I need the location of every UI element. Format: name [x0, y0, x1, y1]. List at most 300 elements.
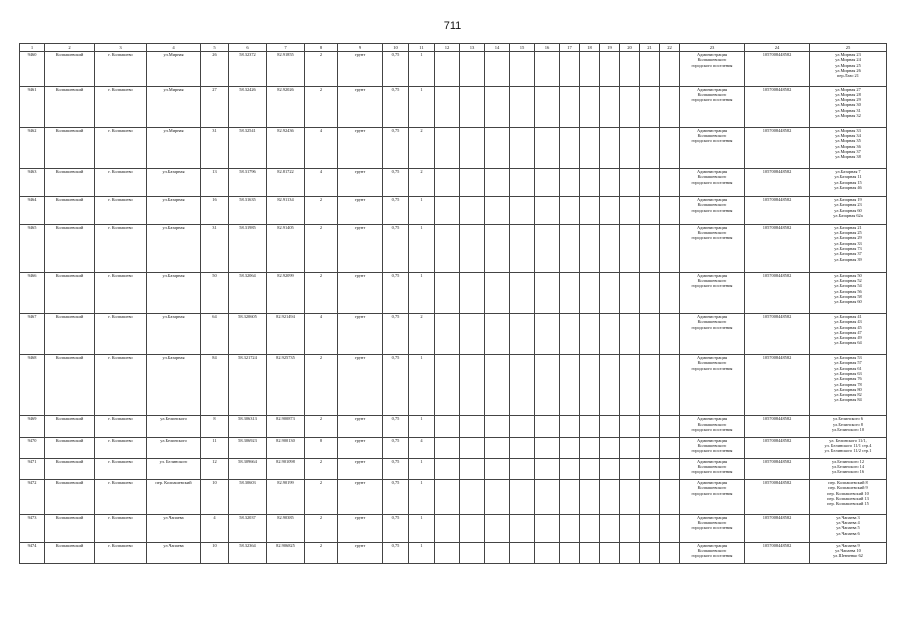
column-header: 7: [267, 44, 305, 52]
owner-cell: [680, 355, 745, 416]
surface-cell: грунт: [338, 416, 383, 437]
owner-cell: [680, 416, 745, 437]
empty-cell: [640, 542, 660, 563]
owner-line: городского поселения: [691, 324, 733, 330]
street-cell: ул.Мирная: [147, 86, 201, 127]
ogrn-cell: 1057008448582: [745, 272, 810, 313]
house-cell: 13: [201, 169, 229, 197]
served-address-line: ул.Чапаева 5: [836, 525, 860, 531]
area-cell: 2: [305, 355, 338, 416]
settlement-cell: г. Колпашево: [95, 127, 147, 168]
served-address-line: ул.Базарная 53: [834, 355, 862, 361]
owner-line: Администрация: [696, 272, 728, 278]
ogrn-cell: 1057008448582: [745, 542, 810, 563]
empty-cell: [485, 458, 510, 479]
volume-cell: 0,75: [383, 272, 409, 313]
served-addresses-cell: [810, 355, 887, 416]
served-address-line: ул.Чапаева 9: [836, 542, 860, 548]
volume-cell: 0,75: [383, 196, 409, 224]
empty-cell: [600, 272, 620, 313]
table-row: [20, 86, 887, 127]
count-cell: 1: [409, 52, 435, 87]
page-number: 711: [443, 20, 462, 32]
latitude-cell: 58.32037: [229, 514, 267, 542]
served-address-line: ул. Белинского 11/1 стр.4: [824, 442, 872, 448]
empty-cell: [640, 355, 660, 416]
empty-cell: [600, 480, 620, 515]
empty-cell: [535, 313, 560, 354]
volume-cell: 0,75: [383, 169, 409, 197]
empty-cell: [435, 169, 460, 197]
ogrn-cell: 1057008448582: [745, 514, 810, 542]
owner-line: Администрация: [696, 514, 728, 520]
district-cell: Колпашевский: [45, 480, 95, 515]
area-cell: 8: [305, 437, 338, 458]
empty-cell: [485, 514, 510, 542]
owner-line: Администрация: [696, 52, 728, 57]
longitude-cell: 82.906825: [267, 542, 305, 563]
empty-cell: [460, 542, 485, 563]
district-cell: Колпашевский: [45, 224, 95, 272]
column-header: 12: [435, 44, 460, 52]
empty-cell: [560, 169, 580, 197]
empty-cell: [535, 437, 560, 458]
latitude-cell: 58.320605: [229, 313, 267, 354]
empty-cell: [435, 127, 460, 168]
served-address-line: ул.Белинского 12: [831, 458, 865, 464]
served-address-line: ул.Базарная 62а: [833, 212, 863, 218]
served-address-line: ул.Базарная 61: [834, 365, 862, 371]
settlement-cell: г. Колпашево: [95, 458, 147, 479]
served-address-line: пер. Колпашевский 9: [828, 485, 868, 491]
served-address-line: ул.Базарная 49: [834, 335, 862, 341]
empty-cell: [580, 272, 600, 313]
empty-cell: [660, 127, 680, 168]
column-header: 16: [535, 44, 560, 52]
empty-cell: [560, 52, 580, 87]
surface-cell: грунт: [338, 355, 383, 416]
served-address-line: ул.Белинского 14: [831, 464, 865, 470]
empty-cell: [485, 542, 510, 563]
owner-line: Колпашевского: [697, 464, 727, 470]
owner-line: Администрация: [696, 86, 728, 92]
settlement-cell: г. Колпашево: [95, 52, 147, 87]
street-cell: ул.Базарная: [147, 196, 201, 224]
empty-cell: [460, 272, 485, 313]
empty-cell: [660, 437, 680, 458]
empty-cell: [660, 272, 680, 313]
served-address-line: ул.Базарная 45: [834, 324, 862, 330]
street-cell: ул.Базарная: [147, 272, 201, 313]
latitude-cell: 58.32426: [229, 86, 267, 127]
served-address-line: ул.Базарная 76: [834, 376, 862, 382]
house-cell: 10: [201, 542, 229, 563]
served-address-line: ул.Базарная 21: [834, 224, 862, 230]
latitude-cell: 58.321724: [229, 355, 267, 416]
area-cell: 4: [305, 313, 338, 354]
empty-cell: [435, 542, 460, 563]
served-address-line: ул.Базарная 52: [834, 278, 862, 284]
owner-line: городского поселения: [691, 490, 733, 496]
served-address-line: ул.Мирная 36: [835, 143, 861, 149]
owner-line: Администрация: [696, 196, 728, 202]
area-cell: 4: [305, 169, 338, 197]
owner-line: городского поселения: [691, 365, 733, 371]
street-cell: ул.Базарная: [147, 224, 201, 272]
served-address-line: пер.Лазо 21: [837, 73, 859, 79]
served-address-line: ул.Базарная 41: [834, 313, 862, 319]
empty-cell: [435, 86, 460, 127]
ogrn-cell: 1057008448582: [745, 458, 810, 479]
empty-cell: [580, 480, 600, 515]
column-header: 21: [640, 44, 660, 52]
latitude-cell: 58.32541: [229, 127, 267, 168]
table-row: [20, 416, 887, 437]
empty-cell: [660, 169, 680, 197]
owner-line: городского поселения: [691, 62, 733, 68]
empty-cell: [435, 355, 460, 416]
empty-cell: [560, 355, 580, 416]
house-cell: 16: [201, 196, 229, 224]
house-cell: 50: [201, 272, 229, 313]
served-address-line: ул.Чапаева 3: [836, 514, 860, 520]
empty-cell: [620, 86, 640, 127]
settlement-cell: г. Колпашево: [95, 480, 147, 515]
empty-cell: [560, 416, 580, 437]
owner-line: Администрация: [696, 127, 728, 133]
surface-cell: грунт: [338, 224, 383, 272]
settlement-cell: г. Колпашево: [95, 542, 147, 563]
empty-cell: [600, 458, 620, 479]
column-header: 11: [409, 44, 435, 52]
column-header: 25: [810, 44, 887, 52]
row-number: 9460: [20, 52, 45, 87]
owner-cell: [680, 480, 745, 515]
empty-cell: [580, 52, 600, 87]
empty-cell: [580, 313, 600, 354]
latitude-cell: 58.32364: [229, 542, 267, 563]
count-cell: 2: [409, 169, 435, 197]
served-address-line: ул.Базарная 63: [834, 371, 862, 377]
served-address-line: ул.Базарная 50: [834, 272, 862, 278]
latitude-cell: 58.30603: [229, 480, 267, 515]
empty-cell: [460, 458, 485, 479]
empty-cell: [560, 196, 580, 224]
area-cell: 2: [305, 458, 338, 479]
owner-line: Колпашевского: [697, 278, 727, 284]
empty-cell: [660, 86, 680, 127]
served-address-line: ул.Базарная 80: [834, 386, 862, 392]
house-cell: 31: [201, 127, 229, 168]
empty-cell: [460, 416, 485, 437]
column-header: 19: [600, 44, 620, 52]
count-cell: 1: [409, 272, 435, 313]
owner-line: Колпашевского: [697, 360, 727, 366]
served-address-line: ул.Базарная 19: [834, 196, 862, 202]
owner-cell: [680, 127, 745, 168]
served-address-line: ул.Базарная 78: [834, 381, 862, 387]
row-number: 9472: [20, 480, 45, 515]
settlement-cell: г. Колпашево: [95, 86, 147, 127]
area-cell: 2: [305, 480, 338, 515]
table-row: [20, 313, 887, 354]
served-addresses-cell: [810, 169, 887, 197]
longitude-cell: 82.925735: [267, 355, 305, 416]
empty-cell: [460, 127, 485, 168]
owner-cell: [680, 86, 745, 127]
ogrn-cell: 1057008448582: [745, 196, 810, 224]
settlement-cell: г. Колпашево: [95, 169, 147, 197]
owner-line: Колпашевского: [697, 133, 727, 139]
empty-cell: [580, 416, 600, 437]
area-cell: 2: [305, 52, 338, 87]
served-address-line: ул.Чапаева 4: [836, 520, 860, 526]
empty-cell: [660, 514, 680, 542]
row-number: 9473: [20, 514, 45, 542]
latitude-cell: 58.31796: [229, 169, 267, 197]
served-addresses-cell: [810, 224, 887, 272]
empty-cell: [580, 458, 600, 479]
latitude-cell: 58.32064: [229, 272, 267, 313]
street-cell: ул.Базарная: [147, 313, 201, 354]
empty-cell: [535, 86, 560, 127]
table-row: [20, 514, 887, 542]
served-address-line: ул.Базарная 60: [834, 299, 862, 305]
count-cell: 2: [409, 127, 435, 168]
empty-cell: [535, 514, 560, 542]
served-address-line: ул.Мирная 26: [835, 67, 861, 73]
row-number: 9471: [20, 458, 45, 479]
served-addresses-cell: [810, 458, 887, 479]
empty-cell: [485, 196, 510, 224]
served-address-line: ул.Мирная 33: [835, 127, 861, 133]
empty-cell: [460, 224, 485, 272]
owner-line: Колпашевского: [697, 421, 727, 427]
owner-line: Колпашевского: [697, 57, 727, 63]
empty-cell: [510, 86, 535, 127]
empty-cell: [660, 224, 680, 272]
empty-cell: [560, 458, 580, 479]
owner-line: Администрация: [696, 458, 728, 464]
ogrn-cell: 1057008448582: [745, 355, 810, 416]
owner-line: городского поселения: [691, 553, 733, 559]
empty-cell: [535, 416, 560, 437]
empty-cell: [535, 224, 560, 272]
served-address-line: ул.Базарная 84: [834, 397, 862, 403]
longitude-cell: 82.900130: [267, 437, 305, 458]
ogrn-cell: 1057008448582: [745, 127, 810, 168]
empty-cell: [435, 224, 460, 272]
empty-cell: [560, 542, 580, 563]
empty-cell: [535, 52, 560, 87]
empty-cell: [600, 52, 620, 87]
served-address-line: ул.Базарная 54: [834, 283, 862, 289]
volume-cell: 0,75: [383, 52, 409, 87]
owner-line: городского поселения: [691, 448, 733, 454]
column-header: 14: [485, 44, 510, 52]
longitude-cell: 82.91405: [267, 224, 305, 272]
longitude-cell: 82.901098: [267, 458, 305, 479]
owner-cell: [680, 514, 745, 542]
latitude-cell: 58.32372: [229, 52, 267, 87]
owner-line: городского поселения: [691, 469, 733, 475]
volume-cell: 0,75: [383, 224, 409, 272]
owner-cell: [680, 52, 745, 87]
empty-cell: [485, 224, 510, 272]
served-addresses-cell: [810, 127, 887, 168]
longitude-cell: 82.900873: [267, 416, 305, 437]
volume-cell: 0,75: [383, 86, 409, 127]
owner-line: Колпашевского: [697, 91, 727, 97]
empty-cell: [510, 458, 535, 479]
owner-line: Администрация: [696, 355, 728, 361]
empty-cell: [620, 272, 640, 313]
served-address-line: ул.Базарная 33: [834, 240, 862, 246]
register-table: [19, 43, 887, 564]
ogrn-cell: 1057008448582: [745, 169, 810, 197]
served-address-line: ул.Мирная 31: [835, 107, 861, 113]
row-number: 9463: [20, 169, 45, 197]
empty-cell: [600, 355, 620, 416]
served-address-line: ул.Базарная 29: [834, 235, 862, 241]
column-header: 18: [580, 44, 600, 52]
row-number: 9464: [20, 196, 45, 224]
volume-cell: 0,75: [383, 416, 409, 437]
column-header: 6: [229, 44, 267, 52]
district-cell: Колпашевский: [45, 127, 95, 168]
count-cell: 1: [409, 355, 435, 416]
empty-cell: [660, 313, 680, 354]
column-header: 3: [95, 44, 147, 52]
settlement-cell: г. Колпашево: [95, 514, 147, 542]
served-addresses-cell: [810, 313, 887, 354]
surface-cell: грунт: [338, 52, 383, 87]
table-row: [20, 127, 887, 168]
empty-cell: [640, 127, 660, 168]
served-address-line: ул.Мирная 28: [835, 91, 861, 97]
owner-cell: [680, 196, 745, 224]
district-cell: Колпашевский: [45, 542, 95, 563]
surface-cell: грунт: [338, 86, 383, 127]
house-cell: 31: [201, 224, 229, 272]
column-header: 20: [620, 44, 640, 52]
empty-cell: [640, 458, 660, 479]
empty-cell: [620, 542, 640, 563]
owner-line: Колпашевского: [697, 202, 727, 208]
owner-line: Колпашевского: [697, 520, 727, 526]
house-cell: 4: [201, 514, 229, 542]
empty-cell: [660, 542, 680, 563]
longitude-cell: 82.81722: [267, 169, 305, 197]
column-header: 23: [680, 44, 745, 52]
served-addresses-cell: [810, 196, 887, 224]
empty-cell: [620, 458, 640, 479]
empty-cell: [510, 542, 535, 563]
owner-line: Колпашевского: [697, 174, 727, 180]
column-header: 2: [45, 44, 95, 52]
served-address-line: ул. Белинского 11/2 стр.1: [824, 448, 872, 454]
ogrn-cell: 1057008448582: [745, 313, 810, 354]
empty-cell: [485, 437, 510, 458]
empty-cell: [460, 313, 485, 354]
empty-cell: [485, 169, 510, 197]
empty-cell: [560, 86, 580, 127]
empty-cell: [510, 272, 535, 313]
empty-cell: [640, 196, 660, 224]
empty-cell: [435, 52, 460, 87]
column-header: 5: [201, 44, 229, 52]
column-header: 22: [660, 44, 680, 52]
served-address-line: ул.Белинского 10: [831, 426, 865, 432]
volume-cell: 0,75: [383, 480, 409, 515]
empty-cell: [560, 514, 580, 542]
district-cell: Колпашевский: [45, 437, 95, 458]
served-address-line: ул.Базарная 47: [834, 329, 862, 335]
empty-cell: [435, 514, 460, 542]
settlement-cell: г. Колпашево: [95, 416, 147, 437]
empty-cell: [435, 313, 460, 354]
house-cell: 11: [201, 437, 229, 458]
owner-line: городского поселения: [691, 283, 733, 289]
empty-cell: [640, 86, 660, 127]
surface-cell: грунт: [338, 272, 383, 313]
empty-cell: [485, 52, 510, 87]
surface-cell: грунт: [338, 458, 383, 479]
served-address-line: ул.Мирная 32: [835, 112, 861, 118]
house-cell: 64: [201, 313, 229, 354]
owner-cell: [680, 542, 745, 563]
owner-line: Колпашевского: [697, 442, 727, 448]
row-number: 9465: [20, 224, 45, 272]
surface-cell: грунт: [338, 514, 383, 542]
street-cell: ул.Белинского: [147, 416, 201, 437]
ogrn-cell: 1057008448582: [745, 224, 810, 272]
empty-cell: [640, 272, 660, 313]
district-cell: Колпашевский: [45, 514, 95, 542]
empty-cell: [510, 169, 535, 197]
volume-cell: 0,75: [383, 313, 409, 354]
district-cell: Колпашевский: [45, 416, 95, 437]
owner-line: Администрация: [696, 542, 728, 548]
empty-cell: [600, 416, 620, 437]
empty-cell: [640, 437, 660, 458]
empty-cell: [580, 86, 600, 127]
empty-cell: [510, 355, 535, 416]
surface-cell: грунт: [338, 196, 383, 224]
empty-cell: [660, 416, 680, 437]
served-address-line: ул.Базарная 56: [834, 288, 862, 294]
owner-line: Колпашевского: [697, 485, 727, 491]
served-address-line: ул.Белинского 8: [833, 421, 863, 427]
served-address-line: ул.Базарная 39: [834, 256, 862, 262]
surface-cell: грунт: [338, 542, 383, 563]
empty-cell: [435, 437, 460, 458]
district-cell: Колпашевский: [45, 196, 95, 224]
row-number: 9469: [20, 416, 45, 437]
empty-cell: [580, 437, 600, 458]
empty-cell: [485, 313, 510, 354]
longitude-cell: 82.90199: [267, 480, 305, 515]
served-address-line: ул.Чапаева 6: [836, 530, 860, 536]
ogrn-cell: 1057008448582: [745, 437, 810, 458]
area-cell: 2: [305, 272, 338, 313]
empty-cell: [600, 86, 620, 127]
served-address-line: пер. Колпашевский 8: [828, 480, 868, 486]
owner-line: городского поселения: [691, 235, 733, 241]
empty-cell: [620, 52, 640, 87]
empty-cell: [535, 127, 560, 168]
owner-cell: [680, 169, 745, 197]
